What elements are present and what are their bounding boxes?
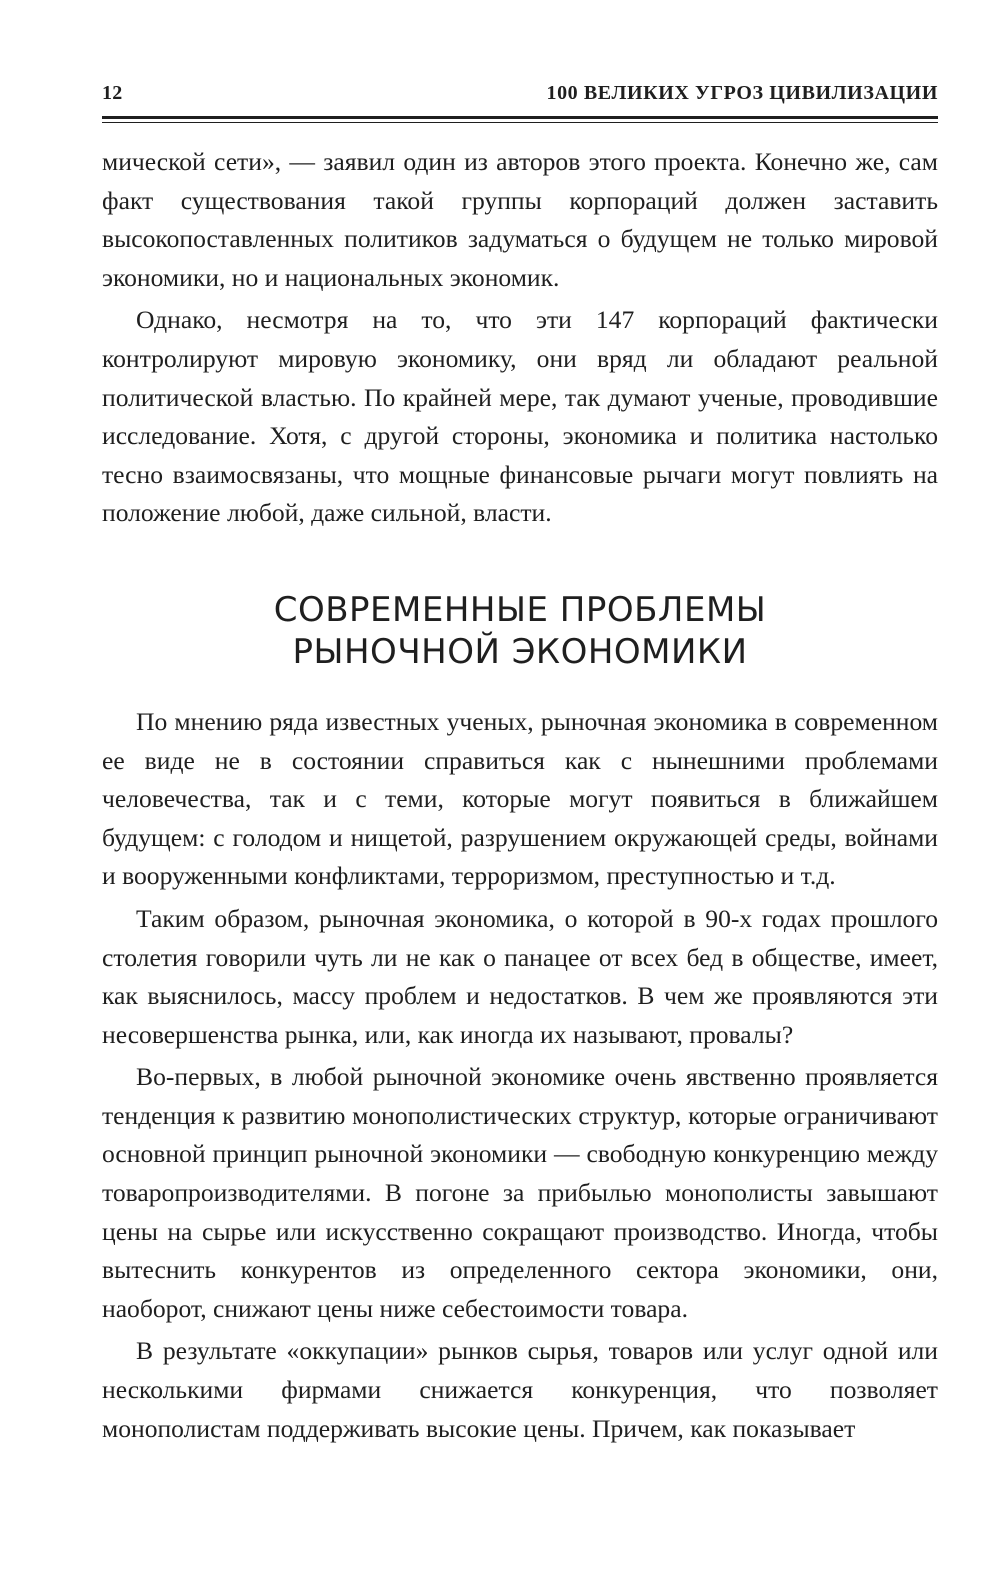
paragraph-continued: мической сети», — заявил один из авторов этого проекта. Конечно же, сам факт существования такой группы корпораций должен заставить высокопоставленных политиков задуматься о будущем не только мировой экономики, но и национальных экономик. [102, 147, 938, 292]
paragraph: Однако, несмотря на то, что эти 147 корпораций фактически контролируют мировую экономику, они вряд ли обладают реальной политической властью. По крайней мере, так думают ученые, проводившие исследование. Хотя, с другой стороны, экономика и политика настолько тесно взаимосвязаны, что мощные финансовые рычаги могут повлиять на положение любой, даже сильной, власти. [102, 305, 938, 528]
book-page [102, 82, 938, 1448]
page-number: 12 [102, 82, 123, 104]
book-title: 100 ВЕЛИКИХ УГРОЗ ЦИВИЛИЗАЦИИ [546, 82, 938, 104]
header-rule-thin [102, 122, 938, 123]
section-heading-line: РЫНОЧНОЙ ЭКОНОМИКИ [292, 631, 748, 672]
running-header [102, 82, 938, 116]
section-heading-line: СОВРЕМЕННЫЕ ПРОБЛЕМЫ [273, 589, 767, 630]
page-body [102, 143, 938, 1448]
header-rule-thick [102, 116, 938, 119]
paragraph: В результате «оккупации» рынков сырья, товаров или услуг одной или несколькими фирмами снижается конкуренция, что позволяет монополистам поддерживать высокие цены. Причем, как показывает [102, 1336, 938, 1443]
paragraph: Во-первых, в любой рыночной экономике очень явственно проявляется тенденция к развитию монополистических структур, которые ограничивают основной принцип рыночной экономики — свободную конкуренцию между товаропроизводителями. В погоне за прибылью монополисты завышают цены на сырье или искусственно сокращают производство. Иногда, чтобы вытеснить конкурентов из определенного сектора экономики, они, наоборот, снижают цены ниже себестоимости товара. [102, 1062, 938, 1323]
paragraph: Таким образом, рыночная экономика, о которой в 90-х годах прошлого столетия говорили чуть ли не как о панацее от всех бед в обществе, имеет, как выяснилось, массу проблем и недостатков. В чем же проявляются эти несовершенства рынка, или, как иногда их называют, провалы? [102, 903, 938, 1049]
section-heading [102, 589, 938, 673]
paragraph: По мнению ряда известных ученых, рыночная экономика в современном ее виде не в состоянии справиться как с нынешними проблемами человечества, так и с теми, которые могут появиться в ближайшем будущем: с голодом и нищетой, разрушением окружающей среды, войнами и вооруженными конфликтами, терроризмом, преступностью и т.д. [102, 706, 938, 891]
